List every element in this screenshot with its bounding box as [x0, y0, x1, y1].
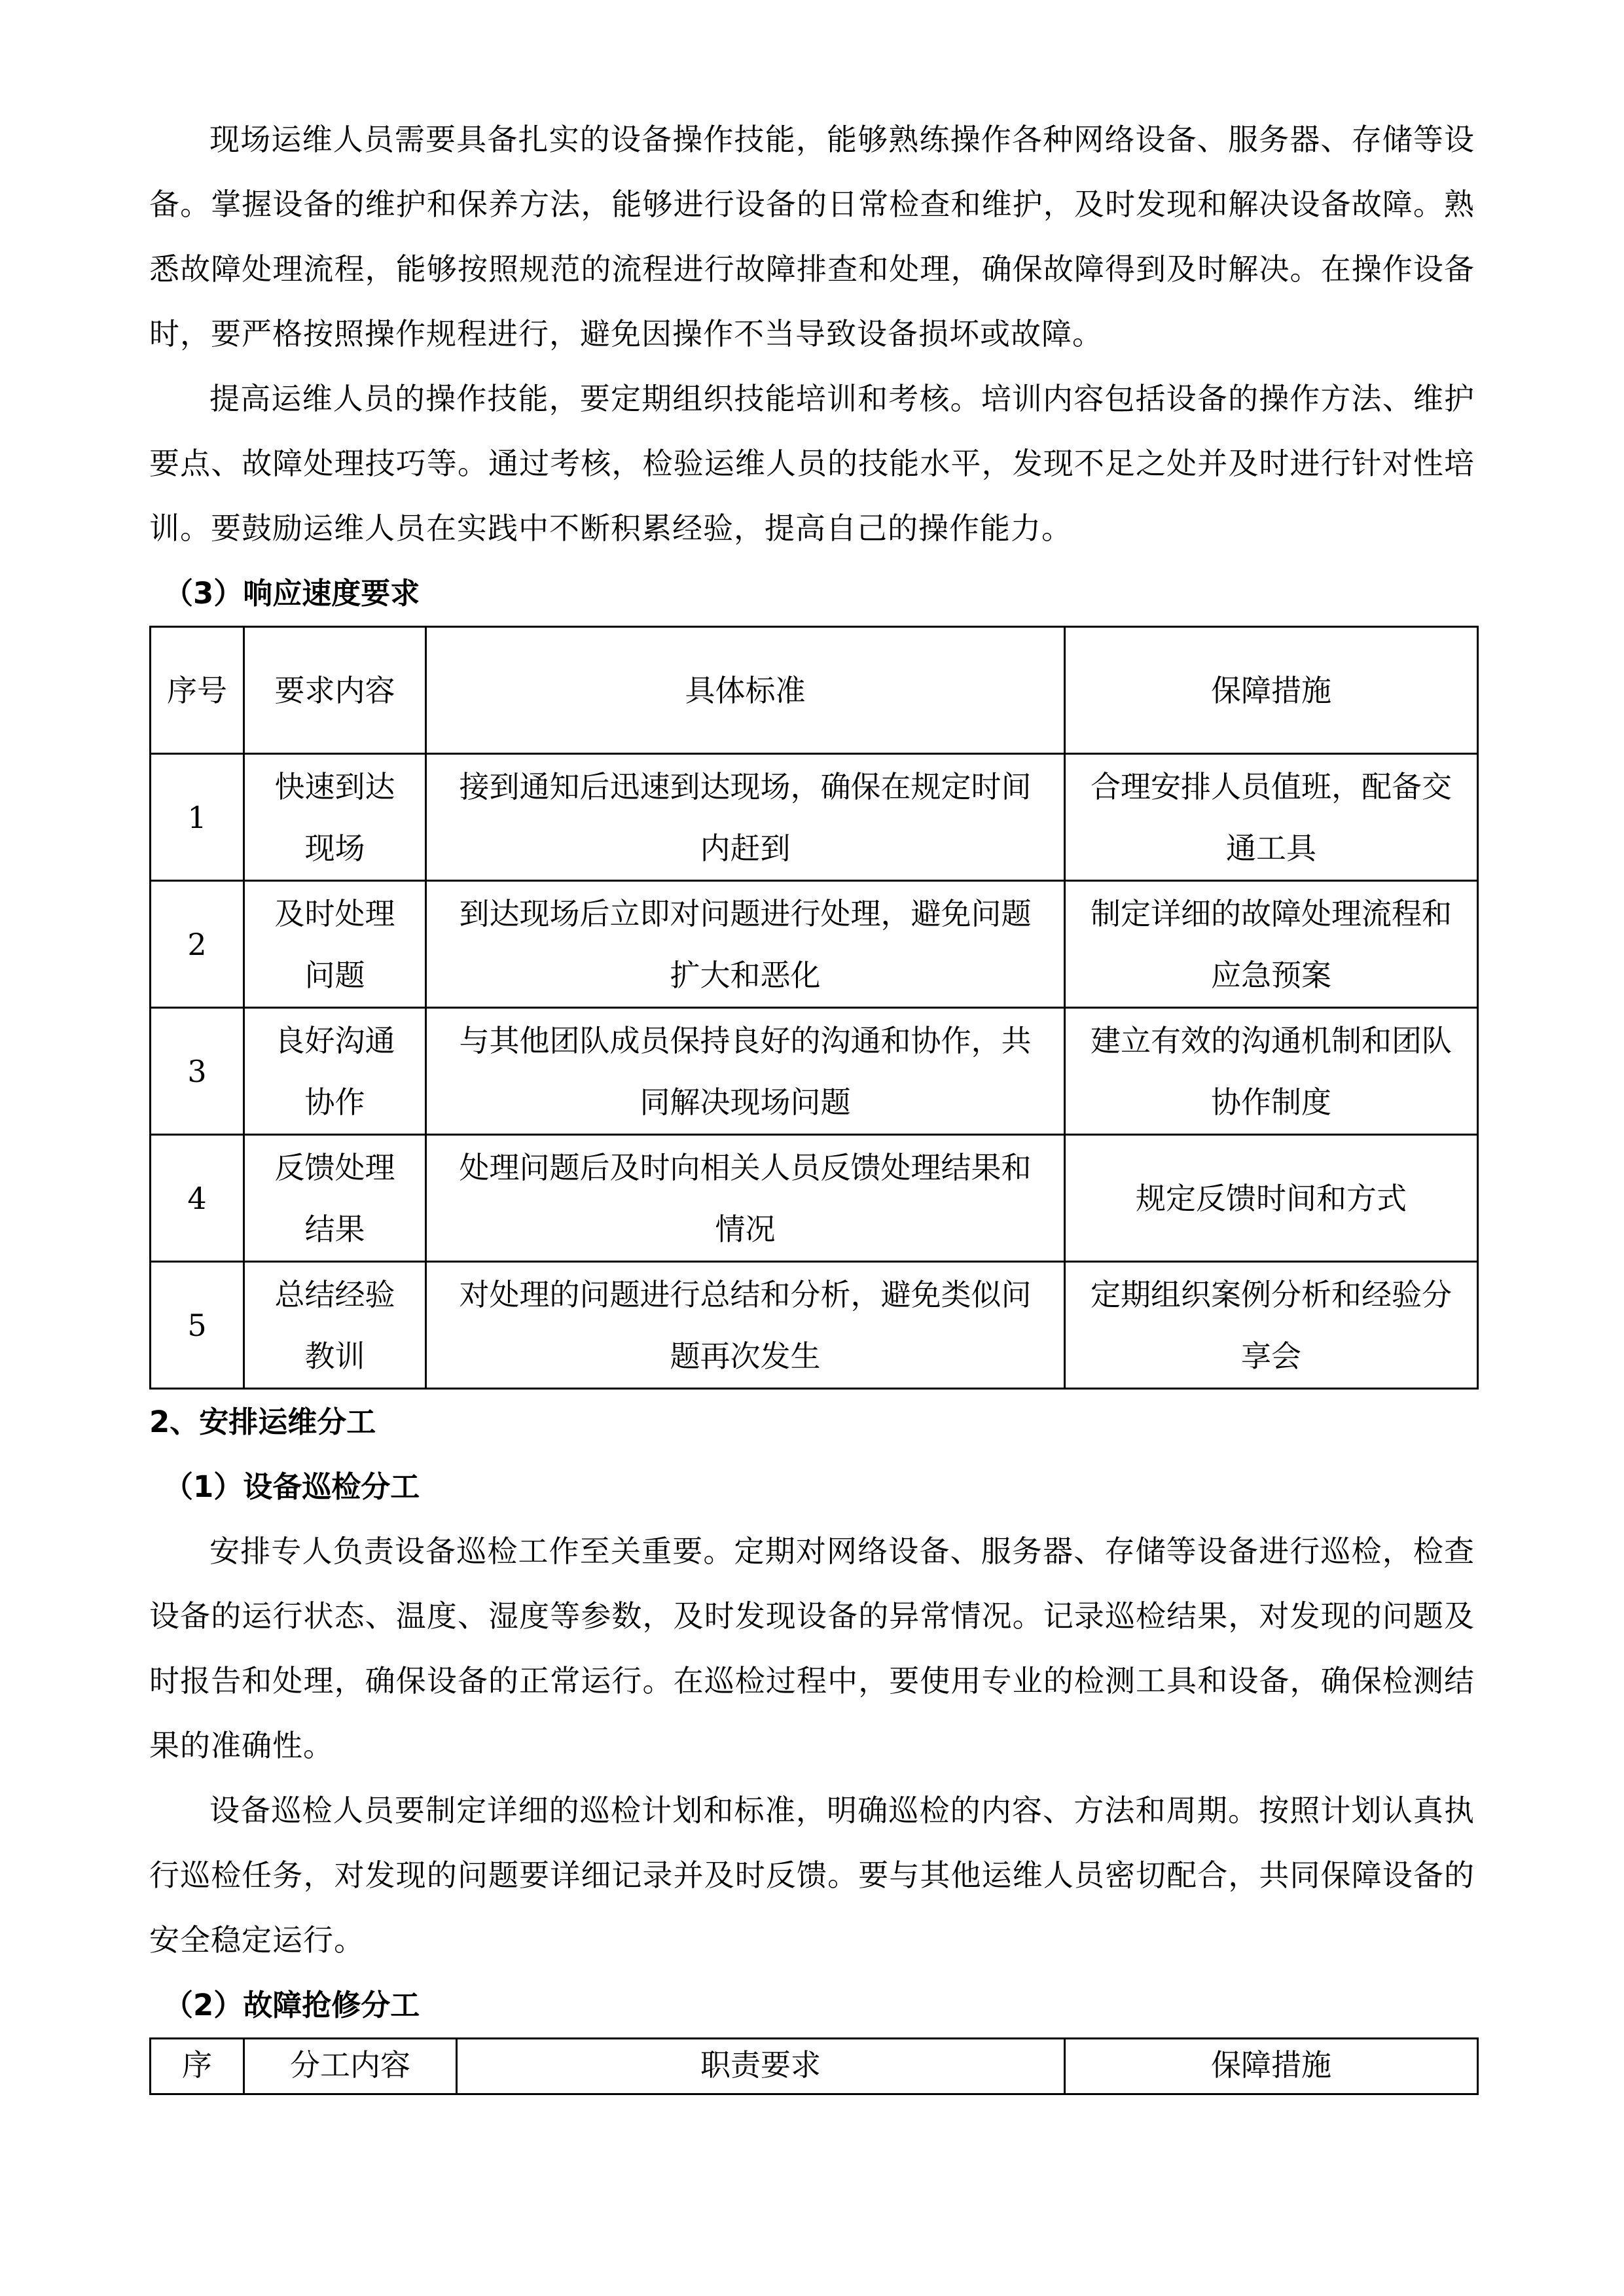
document-body	[149, 0, 1475, 2095]
cell-item: 反馈处理结果	[244, 1135, 426, 1262]
cell-item: 总结经验教训	[244, 1262, 426, 1389]
section-heading-ops-division: 2、安排运维分工	[149, 1405, 376, 1439]
cell-standard: 对处理的问题进行总结和分析，避免类似问题再次发生	[426, 1262, 1065, 1389]
header-cell-item: 要求内容	[244, 627, 426, 754]
cell-standard: 到达现场后立即对问题进行处理，避免问题扩大和恶化	[426, 881, 1065, 1008]
header-cell-seq: 序号	[151, 627, 244, 754]
cell-seq: 2	[151, 881, 244, 1008]
header-cell-standard: 具体标准	[426, 627, 1065, 754]
response-speed-table	[149, 626, 1479, 1390]
paragraph-skill-training: 提高运维人员的操作技能，要定期组织技能培训和考核。培训内容包括设备的操作方法、维护要点、故障处理技巧等。通过考核，检验运维人员的技能水平，发现不足之处并及时进行针对性培训。要鼓励运维人员在实践中不断积累经验，提高自己的操作能力。	[149, 381, 1475, 546]
paragraph-inspection-2: 设备巡检人员要制定详细的巡检计划和标准，明确巡检的内容、方法和周期。按照计划认真执行巡检任务，对发现的问题要详细记录并及时反馈。要与其他运维人员密切配合，共同保障设备的安全稳定运行。	[149, 1793, 1475, 1958]
cell-item: 良好沟通协作	[244, 1008, 426, 1135]
cell-measure: 合理安排人员值班，配备交通工具	[1065, 754, 1478, 881]
cell-standard: 处理问题后及时向相关人员反馈处理结果和情况	[426, 1135, 1065, 1262]
cell-measure: 规定反馈时间和方式	[1065, 1135, 1478, 1262]
cell-seq: 1	[151, 754, 244, 881]
paragraph-operation-skills: 现场运维人员需要具备扎实的设备操作技能，能够熟练操作各种网络设备、服务器、存储等设备。掌握设备的维护和保养方法，能够进行设备的日常检查和维护，及时发现和解决设备故障。熟悉故障处理流程，能够按照规范的流程进行故障排查和处理，确保故障得到及时解决。在操作设备时，要严格按照操作规程进行，避免因操作不当导致设备损坏或故障。	[149, 122, 1475, 351]
table-row	[151, 754, 1478, 881]
cell-standard: 接到通知后迅速到达现场，确保在规定时间内赶到	[426, 754, 1065, 881]
table-row	[151, 1135, 1478, 1262]
header-cell-measure: 保障措施	[1065, 2039, 1478, 2094]
cell-seq: 5	[151, 1262, 244, 1389]
table-row	[151, 1008, 1478, 1135]
header-cell-seq: 序	[151, 2039, 244, 2094]
cell-item: 快速到达现场	[244, 754, 426, 881]
table-row	[151, 881, 1478, 1008]
cell-seq: 4	[151, 1135, 244, 1262]
section-heading-inspection: （1）设备巡检分工	[164, 1469, 420, 1504]
cell-measure: 制定详细的故障处理流程和应急预案	[1065, 881, 1478, 1008]
paragraph-inspection-1: 安排专人负责设备巡检工作至关重要。定期对网络设备、服务器、存储等设备进行巡检，检查设备的运行状态、温度、湿度等参数，及时发现设备的异常情况。记录巡检结果，对发现的问题及时报告和处理，确保设备的正常运行。在巡检过程中，要使用专业的检测工具和设备，确保检测结果的准确性。	[149, 1534, 1475, 1763]
cell-measure: 定期组织案例分析和经验分享会	[1065, 1262, 1478, 1389]
section-heading-repair: （2）故障抢修分工	[164, 1988, 420, 2022]
header-cell-division: 分工内容	[244, 2039, 457, 2094]
cell-standard: 与其他团队成员保持良好的沟通和协作，共同解决现场问题	[426, 1008, 1065, 1135]
cell-measure: 建立有效的沟通机制和团队协作制度	[1065, 1008, 1478, 1135]
table-header-row	[151, 2039, 1478, 2094]
table-row	[151, 1262, 1478, 1389]
cell-seq: 3	[151, 1008, 244, 1135]
repair-division-table	[149, 2037, 1479, 2095]
cell-item: 及时处理问题	[244, 881, 426, 1008]
header-cell-duty: 职责要求	[457, 2039, 1065, 2094]
table-header-row	[151, 627, 1478, 754]
header-cell-measure: 保障措施	[1065, 627, 1478, 754]
section-heading-response-speed: （3）响应速度要求	[164, 576, 420, 611]
